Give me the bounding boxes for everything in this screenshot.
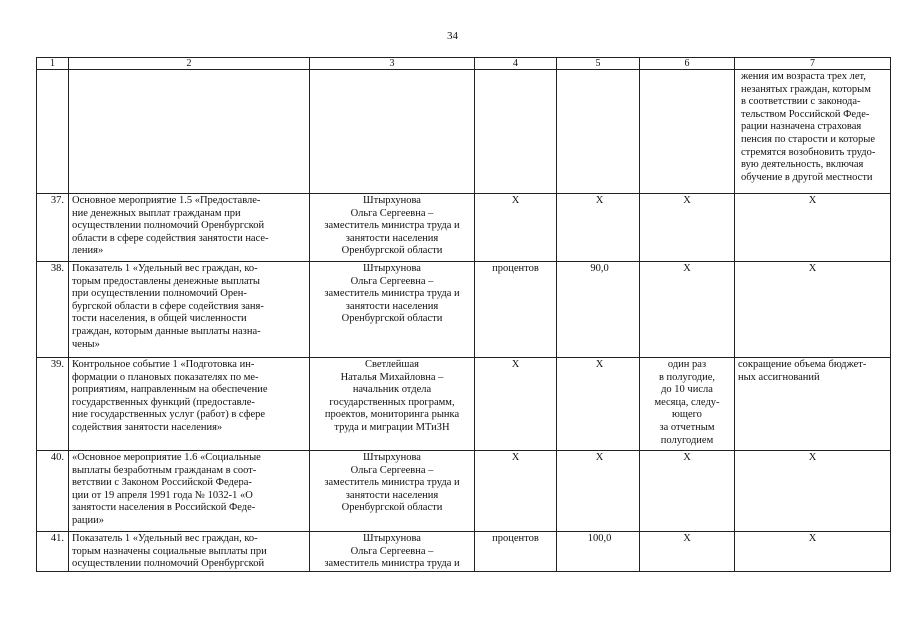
- table-row: [37, 532, 891, 572]
- unit-cell: [475, 70, 557, 194]
- unit-cell: процентов: [475, 262, 557, 358]
- activity-cell: Показатель 1 «Удельный вес граждан, ко- торым назначены социальные выплаты при осуществлении полномочий Оренбургской: [69, 532, 310, 572]
- row-number-cell: 41.: [37, 532, 69, 572]
- responsible-cell: Штырхунова Ольга Сергеевна – заместитель министра труда и занятости населения Оренбургской области: [310, 262, 475, 358]
- row-number-cell: 39.: [37, 358, 69, 451]
- row-number-cell: 38.: [37, 262, 69, 358]
- deadline-cell: Х: [640, 262, 735, 358]
- value-cell: 90,0: [557, 262, 640, 358]
- activity-cell: Показатель 1 «Удельный вес граждан, ко- торым предоставлены денежные выплаты при осуществлении полномочий Орен- бургской области в сфере содействия заня- тости населения, в общей численности граждан, которым данные выплаты назна- чены»: [69, 262, 310, 358]
- activity-cell: [69, 70, 310, 194]
- consequence-cell: жения им возраста трех лет, незанятых граждан, которым в соответствии с законода- тельством Российской Феде- рации назначена страховая пенсия по старости и которые стремятся возобновить трудо- вую деятельность, включая обучение в другой местности: [735, 70, 891, 194]
- row-number-cell: [37, 70, 69, 194]
- header-cell: 6: [640, 58, 735, 70]
- header-cell: 7: [735, 58, 891, 70]
- consequence-cell: Х: [735, 194, 891, 262]
- responsible-cell: [310, 70, 475, 194]
- value-cell: Х: [557, 451, 640, 532]
- table-row: [37, 451, 891, 532]
- unit-cell: Х: [475, 194, 557, 262]
- row-number-cell: 37.: [37, 194, 69, 262]
- unit-cell: Х: [475, 451, 557, 532]
- value-cell: 100,0: [557, 532, 640, 572]
- value-cell: [557, 70, 640, 194]
- header-row: [37, 58, 891, 70]
- value-cell: Х: [557, 194, 640, 262]
- row-number-cell: 40.: [37, 451, 69, 532]
- unit-cell: процентов: [475, 532, 557, 572]
- program-table: [36, 57, 891, 572]
- table-row: [37, 70, 891, 194]
- deadline-cell: Х: [640, 194, 735, 262]
- responsible-cell: Штырхунова Ольга Сергеевна – заместитель министра труда и: [310, 532, 475, 572]
- header-cell: 1: [37, 58, 69, 70]
- consequence-cell: Х: [735, 262, 891, 358]
- activity-cell: «Основное мероприятие 1.6 «Социальные выплаты безработным гражданам в соот- ветствии с Законом Российской Федера- ции от 19 апреля 1991 года № 1032-1 «О занятости населения в Российской Феде- рации»: [69, 451, 310, 532]
- unit-cell: Х: [475, 358, 557, 451]
- value-cell: Х: [557, 358, 640, 451]
- header-cell: 4: [475, 58, 557, 70]
- page-number: 34: [447, 30, 458, 42]
- consequence-cell: Х: [735, 532, 891, 572]
- responsible-cell: Штырхунова Ольга Сергеевна – заместитель министра труда и занятости населения Оренбургской области: [310, 194, 475, 262]
- responsible-cell: Светлейшая Наталья Михайловна – начальник отдела государственных программ, проектов, мониторинга рынка труда и миграции МТиЗН: [310, 358, 475, 451]
- table-row: [37, 262, 891, 358]
- consequence-cell: Х: [735, 451, 891, 532]
- responsible-cell: Штырхунова Ольга Сергеевна – заместитель министра труда и занятости населения Оренбургской области: [310, 451, 475, 532]
- header-cell: 5: [557, 58, 640, 70]
- header-cell: 2: [69, 58, 310, 70]
- consequence-cell: сокращение объема бюджет- ных ассигнований: [735, 358, 891, 451]
- activity-cell: Основное мероприятие 1.5 «Предоставле- ние денежных выплат гражданам при осуществлении полномочий Оренбургской области в сфере содействия занятости насе- ления»: [69, 194, 310, 262]
- deadline-cell: [640, 70, 735, 194]
- deadline-cell: Х: [640, 451, 735, 532]
- header-cell: 3: [310, 58, 475, 70]
- table-row: [37, 358, 891, 451]
- table-row: [37, 194, 891, 262]
- deadline-cell: Х: [640, 532, 735, 572]
- deadline-cell: один раз в полугодие, до 10 числа месяца, следу- ющего за отчетным полугодием: [640, 358, 735, 451]
- activity-cell: Контрольное событие 1 «Подготовка ин- формации о плановых показателях по ме- роприятиям, направленным на обеспечение государственных функций (предоставле- ние государственных услуг (работ) в сфере содействия занятости населения»: [69, 358, 310, 451]
